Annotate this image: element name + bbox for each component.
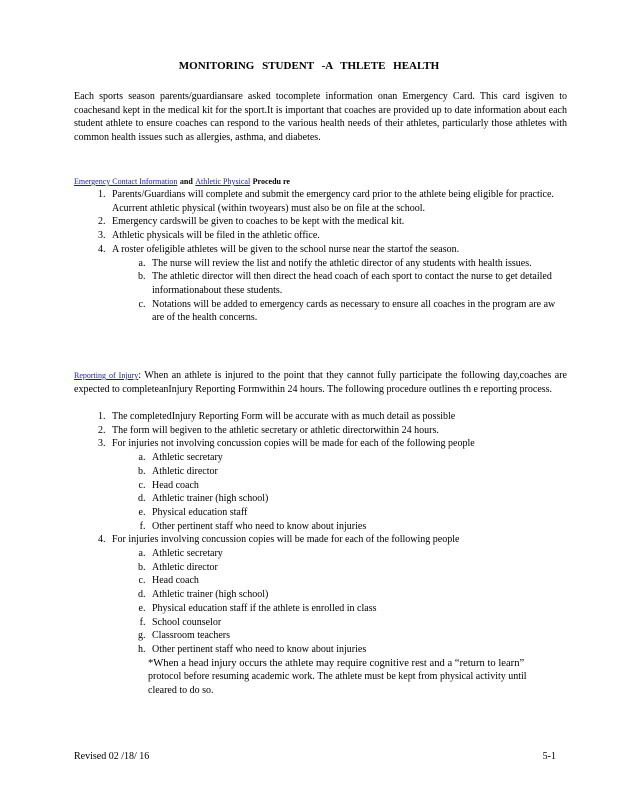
page-title: MONITORING STUDENT -A THLETE HEALTH [178,60,440,72]
list-item: f. Other pertinent staff who need to know about injuries [148,520,562,534]
list-item: d. Athletic trainer (high school) [148,588,562,602]
page-number: 5-1 [542,751,556,762]
section2-intro: : When an athlete is injured to the point that they cannot fully participate the following day,coaches are expected to completeanInjury Reporting Formwithin 24 hours. The following procedure outlines th e reporting process. [74,370,567,395]
list-item: 2. The form will begiven to the athletic secretary or athletic directorwithin 24 hours. [108,424,567,438]
section1-list [108,188,567,325]
emergency-contact-link[interactable]: Emergency Contact Information [74,177,178,186]
list-item: 3. For injuries not involving concussion copies will be made for each of the following people a. Athletic secretary b. Athletic director c. Head coach d. Athletic trainer (high school) e. Physical education staff f. Other pertinent staff who need to know about injuries [108,437,567,533]
section1-sublist [148,257,562,326]
list-item: d. Athletic trainer (high school) [148,492,562,506]
list-item: h. Other pertinent staff who need to know about injuries [148,643,562,657]
list-item: 2. Emergency cardswill be given to coaches to be kept with the medical kit. [108,215,567,229]
list-item: 4. For injuries involving concussion copies will be made for each of the following people a. Athletic secretary b. Athletic director c. Head coach d. Athletic trainer (high school) e. Physical education staff if the athlete is enrolled in class f. School counselor g. Classroom teachers h. Other pertinent staff who need to know about injuries *When a head injury occurs the athlete may require cognitive rest and a “return to learn” protocol before resuming academic work. The athlete must be kept from physical activity until cleared to do so. [108,533,567,697]
list-item: b. Athletic director [148,465,562,479]
section2-heading [74,369,567,396]
note-first-line: *When a head injury occurs the athlete may require cognitive rest and a “return to learn” [148,657,525,669]
list-item: 1. Parents/Guardians will complete and submit the emergency card prior to the athlete being eligible for practice. Acurrent athletic physical (within twoyears) must also be on file at the school. [108,188,567,215]
list-item: g. Classroom teachers [148,629,562,643]
reporting-of-injury-link[interactable]: Reporting of Injury [74,371,139,380]
list-item: c. Head coach [148,479,562,493]
list-item: 1. The completedInjury Reporting Form will be accurate with as much detail as possible [108,410,567,424]
list-item: 4. A roster ofeligible athletes will be given to the school nurse near the startof the season. a. The nurse will review the list and notify the athletic director of any students with health issues. b. The athletic director will then direct the head coach of each sport to contact the nurse to get detailed informationabout these students. c. Notations will be added to emergency cards as necessary to ensure all coaches in the program are aw are of the health concerns. [108,243,567,325]
section2-list4 [148,547,562,657]
list-item: a. Athletic secretary [148,451,562,465]
list-item: b. The athletic director will then direct the head coach of each sport to contact the nurse to get detailed informationabout these students. [148,270,562,297]
list-item: e. Physical education staff [148,506,562,520]
list-item: a. Athletic secretary [148,547,562,561]
section1-tail: Procedu re [252,177,290,186]
list-item: e. Physical education staff if the athlete is enrolled in class [148,602,562,616]
head-injury-note [148,657,548,698]
list-item: f. School counselor [148,616,562,630]
list-item: 3. Athletic physicals will be filed in the athletic office. [108,229,567,243]
section1-heading [74,175,567,189]
section2-list [108,410,567,698]
list-item: a. The nurse will review the list and notify the athletic director of any students with health issues. [148,257,562,271]
revised-date: Revised 02 /18/ 16 [74,751,150,762]
athletic-physical-link[interactable]: Athletic Physical [195,177,251,186]
section1-and: and [179,177,193,186]
list-item: c. Head coach [148,574,562,588]
intro-paragraph: Each sports season parents/guardiansare asked tocomplete information onan Emergency Card. This card isgiven to coachesand kept in the medical kit for the sport.It is important that coaches are provided up to date information about each student athlete to ensure coaches can respond to the various health needs of their athletes, particularly those athletes with common health issues such as allergies, asthma, and diabetes. [74,91,567,144]
section2-list3 [148,451,562,533]
note-rest: protocol before resuming academic work. The athlete must be kept from physical activity until cleared to do so. [148,671,527,697]
list-item: c. Notations will be added to emergency cards as necessary to ensure all coaches in the program are aw are of the health concerns. [148,298,562,325]
list-item: b. Athletic director [148,561,562,575]
